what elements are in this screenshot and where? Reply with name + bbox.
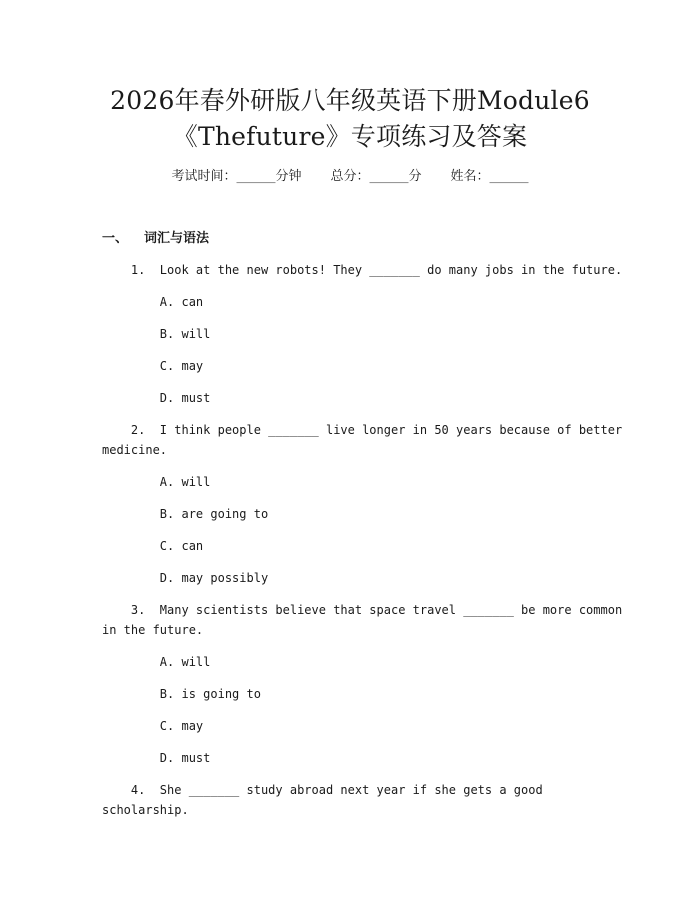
question-1-stem: 1. Look at the new robots! They _______ do many jobs in the future. — [102, 263, 623, 277]
question-1-option-b: B. will — [102, 327, 211, 341]
exam-time-unit: 分钟 — [275, 169, 302, 184]
exam-info-row — [0, 168, 700, 186]
question-3-stem: 3. Many scientists believe that space travel _______ be more common — [102, 603, 623, 617]
question-1-option-a: A. can — [102, 295, 204, 309]
exam-time-label: 考试时间： — [171, 169, 237, 184]
total-score-label: 总分： — [330, 169, 370, 184]
student-name-label: 姓名： — [450, 169, 490, 184]
question-2-option-b: B. are going to — [102, 507, 269, 521]
question-3-option-a: A. will — [102, 655, 211, 669]
student-name-blank: ______ — [489, 169, 529, 184]
section-title: 词汇与语法 — [144, 231, 210, 246]
question-2-option-a: A. will — [102, 475, 211, 489]
section-number: 一、 — [102, 231, 129, 246]
total-score-unit: 分 — [408, 169, 422, 184]
question-2-stem-cont: medicine. — [102, 443, 168, 457]
question-3-stem-cont: in the future. — [102, 623, 204, 637]
question-1-option-d: D. must — [102, 391, 211, 405]
total-score-blank: ______ — [369, 169, 409, 184]
question-4-stem: 4. She _______ study abroad next year if she gets a good — [102, 783, 543, 797]
question-2-option-c: C. can — [102, 539, 204, 553]
question-3-option-c: C. may — [102, 719, 204, 733]
question-3-option-d: D. must — [102, 751, 211, 765]
section-heading — [102, 230, 209, 248]
exam-time-blank: ______ — [236, 169, 276, 184]
question-4-stem-cont: scholarship. — [102, 803, 189, 817]
question-1-option-c: C. may — [102, 359, 204, 373]
question-3-option-b: B. is going to — [102, 687, 261, 701]
question-2-stem: 2. I think people _______ live longer in 50 years because of better — [102, 423, 623, 437]
document-title-line-1: 2026年春外研版八年级英语下册Module6 — [110, 86, 590, 115]
document-title-line-2: 《Thefuture》专项练习及答案 — [172, 122, 528, 151]
question-2-option-d: D. may possibly — [102, 571, 269, 585]
